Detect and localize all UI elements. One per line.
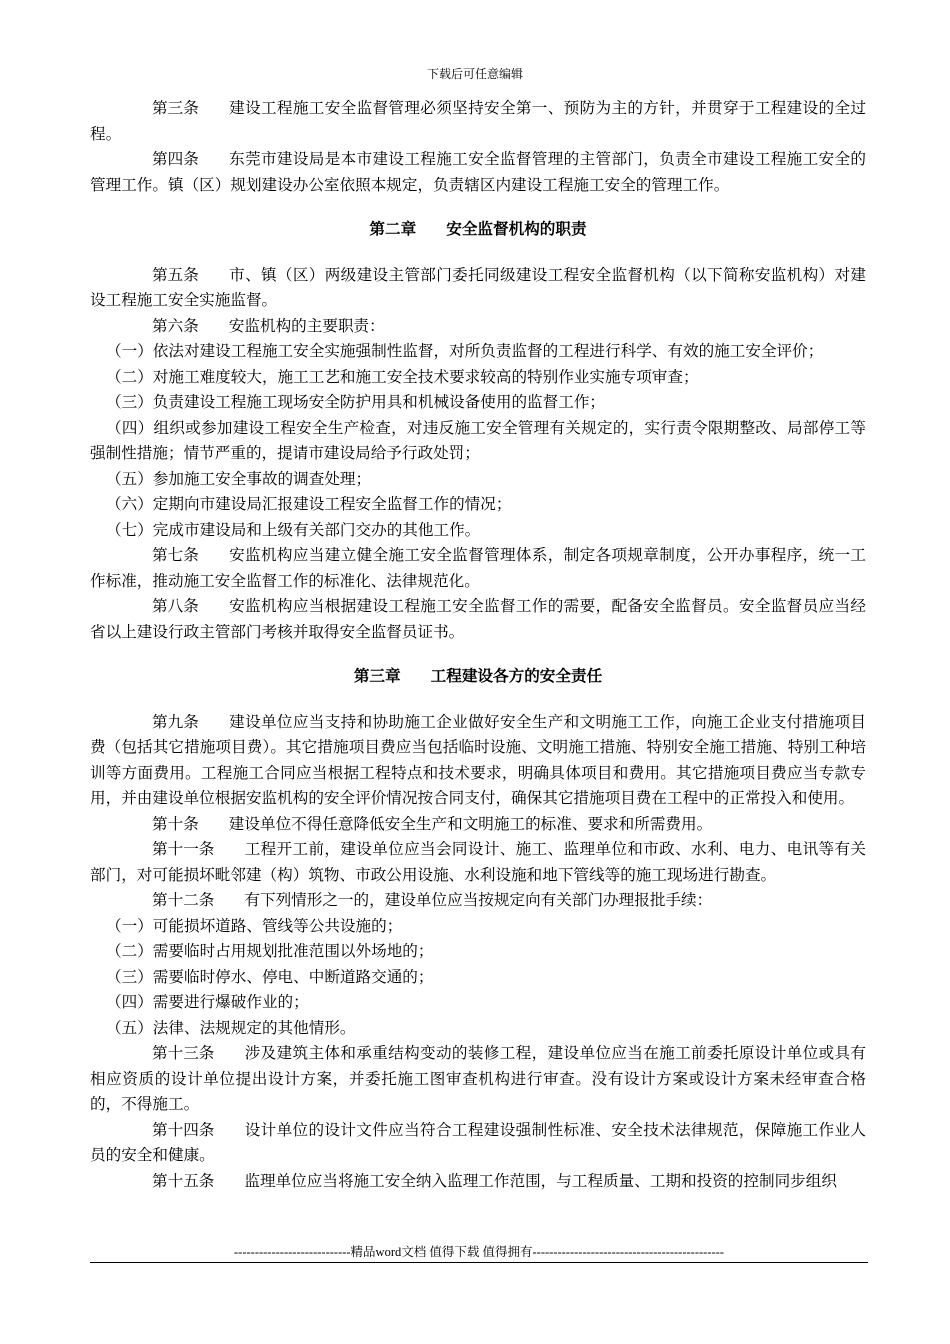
chapter-heading <box>90 216 866 242</box>
article-paragraph <box>90 1118 866 1169</box>
article-number: 第八条 <box>152 597 199 615</box>
article-number: 第十三条 <box>152 1044 215 1062</box>
article-paragraph <box>90 888 866 914</box>
article-number: 第四条 <box>152 150 199 168</box>
article-number: 第七条 <box>152 546 199 564</box>
article-paragraph <box>90 1169 866 1195</box>
list-item-text: （三）负责建设工程施工现场安全防护用具和机械设备使用的监督工作； <box>106 393 606 411</box>
article-number: 第十条 <box>152 814 199 833</box>
list-item-text: （六）定期向市建设局汇报建设工程安全监督工作的情况； <box>106 495 512 513</box>
article-number: 第六条 <box>152 316 199 335</box>
list-item-text: （五）法律、法规规定的其他情形。 <box>106 1018 356 1037</box>
article-number: 第十一条 <box>152 840 215 858</box>
list-item <box>90 390 866 416</box>
list-item <box>90 965 866 991</box>
article-paragraph <box>90 837 866 888</box>
article-text: 建设单位不得任意降低安全生产和文明施工的标准、要求和所需费用。 <box>228 814 713 833</box>
chapter-title: 安全监督机构的职责 <box>446 219 587 238</box>
article-text: 安监机构的主要职责： <box>228 316 385 335</box>
list-item-text: （二）需要临时占用规划批准范围以外场地的； <box>106 942 434 960</box>
list-item-text: （五）参加施工安全事故的调查处理； <box>106 469 372 488</box>
article-text: 市、镇（区）两级建设主管部门委托同级建设工程安全监督机构（以下简称安监机构）对建设工程施工安全实施监督。 <box>90 265 866 309</box>
list-item <box>90 914 866 940</box>
article-number: 第五条 <box>152 265 199 284</box>
article-number: 第十二条 <box>152 891 215 909</box>
list-item-text: （四）组织或参加建设工程安全生产检查，对违反施工安全管理有关规定的，实行责令限期整改、局部停工等强制性措施；情节严重的，提请市建设局给予行政处罚； <box>90 418 866 462</box>
article-text: 安监机构应当根据建设工程施工安全监督工作的需要，配备安全监督员。安全监督员应当经省以上建设行政主管部门考核并取得安全监督员证书。 <box>90 597 866 641</box>
article-text: 建设单位应当支持和协助施工企业做好安全生产和文明施工工作，向施工企业支付措施项目费（包括其它措施项目费）。其它措施项目费应当包括临时设施、文明施工措施、特别安全施工措施、特别工种培训等方面费用。工程施工合同应当根据工程特点和技术要求，明确具体项目和费用。其它措施项目费应当专款专用，并由建设单位根据安监机构的安全评价情况按合同支付，确保其它措施项目费在工程中的正常投入和使用。 <box>90 712 866 807</box>
list-item <box>90 416 866 467</box>
article-paragraph <box>90 594 866 645</box>
article-text: 东莞市建设局是本市建设工程施工安全监督管理的主管部门，负责全市建设工程施工安全的管理工作。镇（区）规划建设办公室依照本规定，负责辖区内建设工程施工安全的管理工作。 <box>90 150 866 194</box>
list-item-text: （一）可能损坏道路、管线等公共设施的； <box>106 916 403 935</box>
article-text: 有下列情形之一的，建设单位应当按规定向有关部门办理报批手续： <box>244 891 713 909</box>
article-paragraph <box>90 147 866 198</box>
article-paragraph <box>90 812 866 838</box>
article-number: 第九条 <box>152 712 199 731</box>
article-paragraph <box>90 543 866 594</box>
article-text: 监理单位应当将施工安全纳入监理工作范围，与工程质量、工期和投资的控制同步组织 <box>244 1171 837 1190</box>
article-number: 第十五条 <box>152 1171 215 1190</box>
article-paragraph <box>90 263 866 314</box>
article-paragraph <box>90 96 866 147</box>
list-item-text: （二）对施工难度较大，施工工艺和施工安全技术要求较高的特别作业实施专项审查； <box>106 367 699 386</box>
list-item <box>90 492 866 518</box>
article-text: 涉及建筑主体和承重结构变动的装修工程，建设单位应当在施工前委托原设计单位或具有相应资质的设计单位提出设计方案，并委托施工图审查机构进行审查。没有设计方案或设计方案未经审查合格的，不得施工。 <box>90 1044 866 1113</box>
list-item-text: （四）需要进行爆破作业的； <box>106 993 309 1011</box>
document-body <box>90 96 866 1194</box>
chapter-number: 第三章 <box>353 666 401 685</box>
list-item <box>90 1016 866 1042</box>
article-text: 建设工程施工安全监督管理必须坚持安全第一、预防为主的方针，并贯穿于工程建设的全过程。 <box>90 99 866 143</box>
list-item <box>90 467 866 493</box>
header-note: 下载后可任意编辑 <box>426 67 523 81</box>
article-paragraph <box>90 710 866 812</box>
footer-rule <box>90 1262 868 1263</box>
list-item <box>90 339 866 365</box>
footer-text: ----------------------------精品word文档 值得下载 值得拥有---------------------------------------------- <box>234 1245 724 1259</box>
list-item <box>90 990 866 1016</box>
list-item <box>90 365 866 391</box>
list-item-text: （三）需要临时停水、停电、中断道路交通的； <box>106 967 434 986</box>
chapter-heading <box>90 663 866 689</box>
list-item <box>90 518 866 544</box>
article-number: 第十四条 <box>152 1120 215 1139</box>
list-item-text: （七）完成市建设局和上级有关部门交办的其他工作。 <box>106 520 481 539</box>
chapter-number: 第二章 <box>369 219 417 238</box>
article-text: 设计单位的设计文件应当符合工程建设强制性标准、安全技术法律规范，保障施工作业人员的安全和健康。 <box>90 1120 866 1164</box>
article-text: 工程开工前，建设单位应当会同设计、施工、监理单位和市政、水利、电力、电讯等有关部门，对可能损坏毗邻建（构）筑物、市政公用设施、水利设施和地下管线等的施工现场进行勘查。 <box>90 840 866 884</box>
article-text: 安监机构应当建立健全施工安全监督管理体系，制定各项规章制度，公开办事程序，统一工作标准，推动施工安全监督工作的标准化、法律规范化。 <box>90 546 866 590</box>
article-paragraph <box>90 1041 866 1118</box>
chapter-title: 工程建设各方的安全责任 <box>430 666 603 685</box>
article-number: 第三条 <box>152 99 199 117</box>
list-item-text: （一）依法对建设工程施工安全实施强制性监督，对所负责监督的工程进行科学、有效的施工安全评价； <box>106 342 824 360</box>
article-paragraph <box>90 314 866 340</box>
list-item <box>90 939 866 965</box>
